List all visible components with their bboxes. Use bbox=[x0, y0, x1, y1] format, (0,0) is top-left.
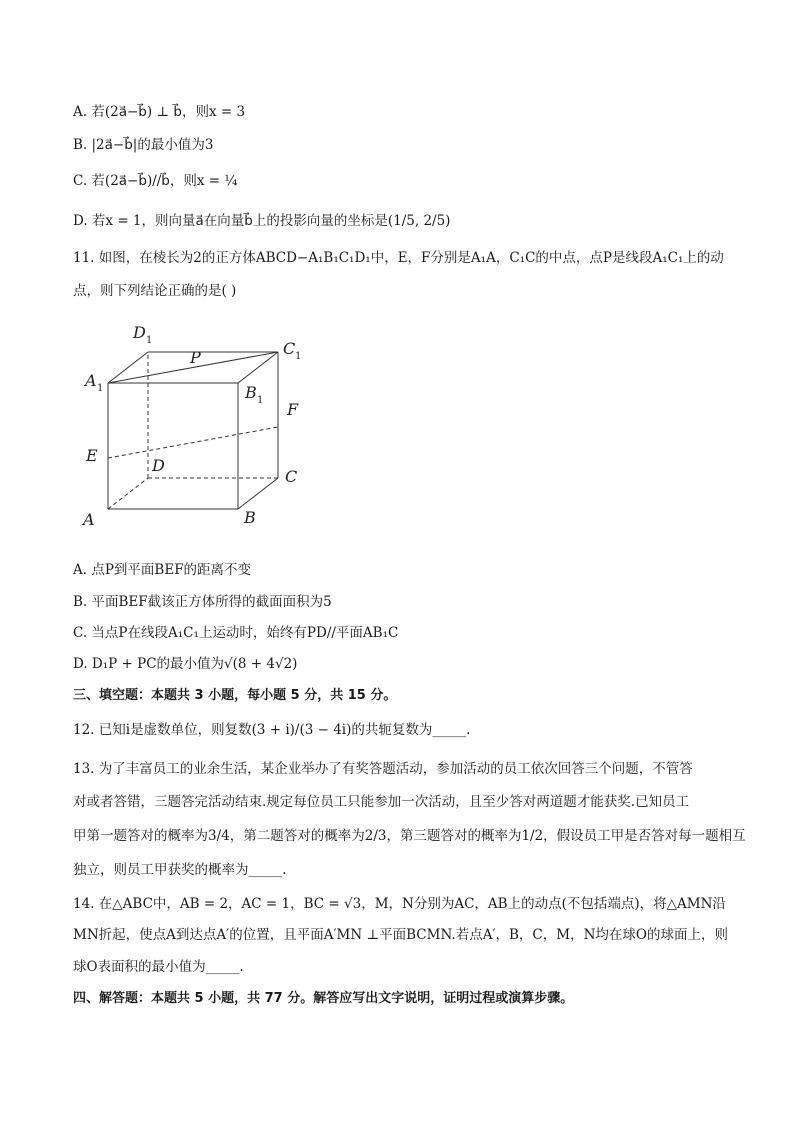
section-3-heading: 三、填空题：本题共 3 小题，每小题 5 分，共 15 分。 bbox=[73, 688, 397, 703]
q14-stem-line1: 14. 在△ABC中，AB = 2，AC = 1，BC = √3，M，N分别为AC，AB上的动点(不包括端点)，将△AMN沿 bbox=[73, 896, 726, 912]
svg-text:1: 1 bbox=[97, 383, 104, 394]
q11-option-b: B. 平面BEF截该正方体所得的截面面积为5 bbox=[73, 594, 332, 610]
q14-stem-line2: MN折起，使点A到达点A′的位置，且平面A′MN ⊥平面BCMN.若点A′，B，C，M，N均在球O的球面上，则 bbox=[73, 927, 728, 943]
svg-text:1: 1 bbox=[146, 335, 153, 346]
q11-option-c: C. 当点P在线段A₁C₁上运动时，始终有PD//平面AB₁C bbox=[73, 625, 399, 641]
q14-stem-line3: 球O表面积的最小值为_____. bbox=[73, 959, 244, 975]
label-C1: C bbox=[283, 339, 296, 358]
edge-A1D1 bbox=[108, 352, 148, 383]
label-C: C bbox=[285, 467, 298, 486]
q10-option-a: A. 若(2a⃗−b⃗) ⊥ b⃗，则x = 3 bbox=[73, 104, 246, 120]
q10-option-d: D. 若x = 1，则向量a⃗在向量b⃗上的投影向量的坐标是(1/5, 2/5) bbox=[73, 213, 451, 229]
q13-stem-line1: 13. 为了丰富员工的业余生活，某企业举办了有奖答题活动，参加活动的员工依次回答三个问题，不管答 bbox=[73, 761, 693, 777]
q10-option-b: B. |2a⃗−b⃗|的最小值为3 bbox=[73, 137, 214, 153]
q13-stem-line2: 对或者答错，三题答完活动结束.规定每位员工只能参加一次活动，且至少答对两道题才能获奖.已知员工 bbox=[73, 794, 690, 810]
label-B1: B bbox=[245, 383, 257, 402]
svg-text:1: 1 bbox=[295, 351, 302, 362]
edge-AD bbox=[108, 478, 148, 509]
q11-option-d: D. D₁P + PC的最小值为√(8 + 4√2) bbox=[73, 656, 298, 672]
section-4-heading: 四、解答题：本题共 5 小题，共 77 分。解答应写出文字说明，证明过程或演算步骤。 bbox=[73, 991, 574, 1006]
svg-text:1: 1 bbox=[257, 395, 264, 406]
label-A: A bbox=[83, 510, 95, 529]
label-E: E bbox=[86, 446, 98, 465]
label-P: P bbox=[190, 348, 201, 367]
segment-EF bbox=[108, 427, 278, 458]
q12-stem: 12. 已知i是虚数单位，则复数(3 + i)/(3 − 4i)的共轭复数为_____. bbox=[73, 722, 471, 738]
q11-option-a: A. 点P到平面BEF的距离不变 bbox=[73, 562, 252, 578]
label-D1: D bbox=[133, 323, 146, 342]
label-A1: A bbox=[85, 371, 97, 390]
q13-stem-line3: 甲第一题答对的概率为3/4，第二题答对的概率为2/3，第三题答对的概率为1/2，假设员工甲是否答对每一题相互 bbox=[73, 828, 746, 844]
q11-stem-line2: 点，则下列结论正确的是( ) bbox=[73, 283, 237, 299]
q10-option-c: C. 若(2a⃗−b⃗)//b⃗，则x = ¼ bbox=[73, 173, 238, 189]
cube-figure bbox=[73, 316, 323, 536]
edge-B1C1 bbox=[238, 352, 278, 383]
edge-BC bbox=[238, 478, 278, 509]
q13-stem-line4: 独立，则员工甲获奖的概率为_____. bbox=[73, 862, 287, 878]
label-B: B bbox=[244, 508, 256, 527]
label-F: F bbox=[287, 400, 299, 419]
label-D: D bbox=[152, 456, 165, 475]
q11-stem-line1: 11. 如图，在棱长为2的正方体ABCD−A₁B₁C₁D₁中，E，F分别是A₁A，C₁C的中点，点P是线段A₁C₁上的动 bbox=[73, 250, 724, 266]
